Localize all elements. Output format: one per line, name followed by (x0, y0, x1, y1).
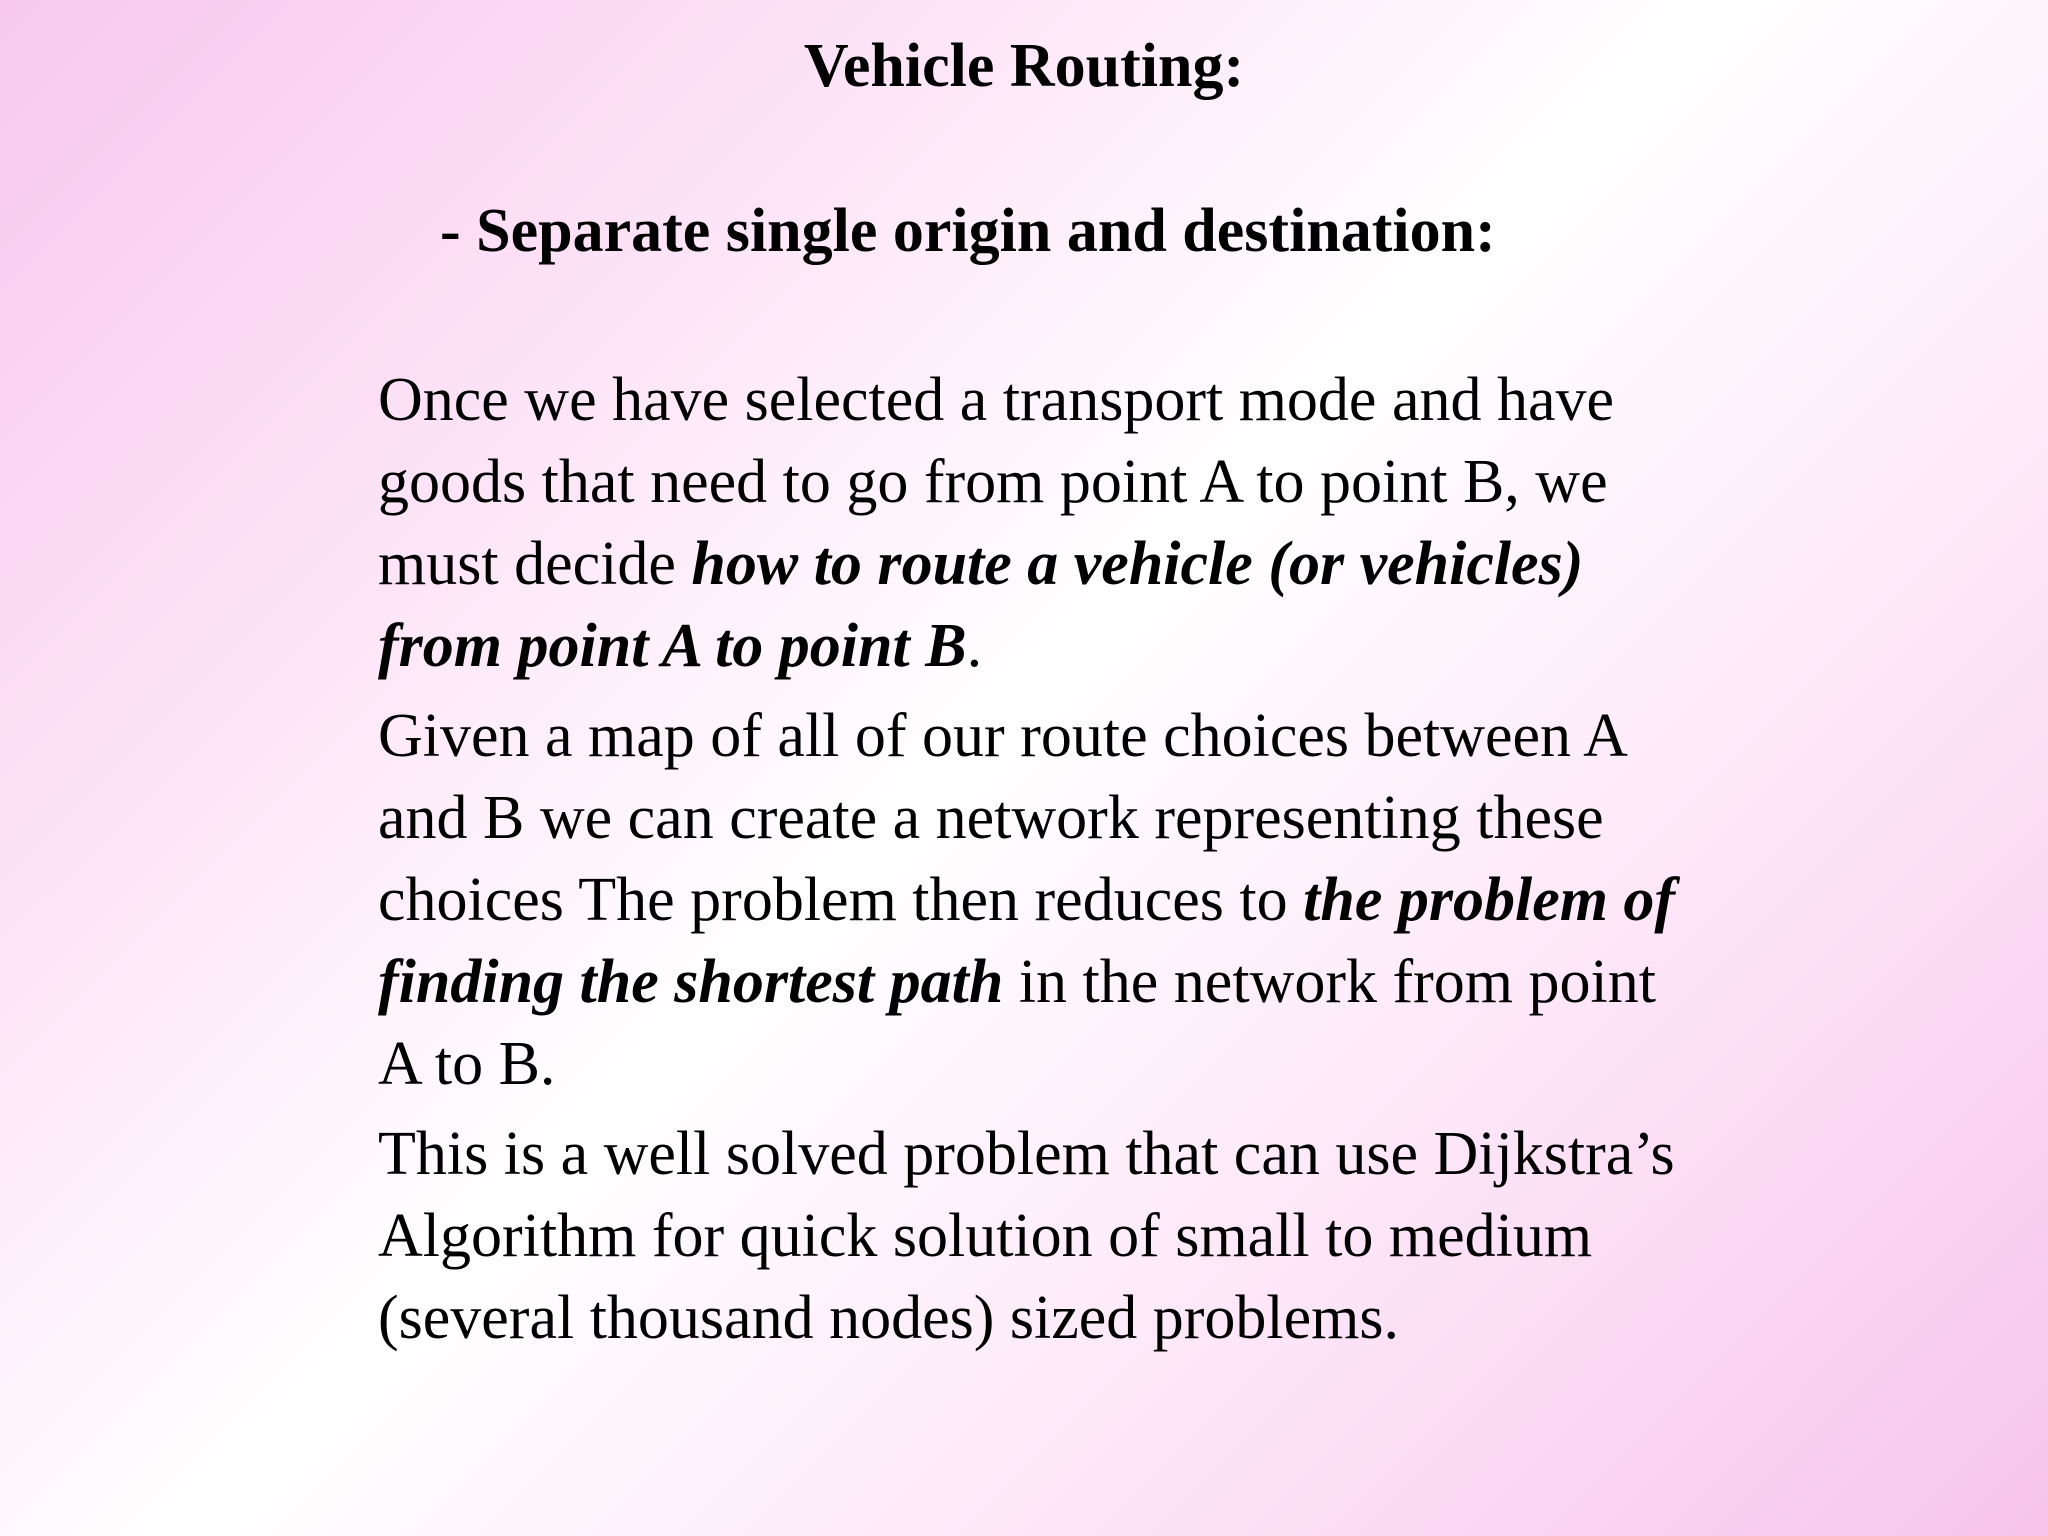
text-run: (several thousand nodes) sized problems. (378, 1284, 1400, 1352)
text-line (378, 441, 1898, 523)
text-run: Once we have selected a transport mode and have (378, 366, 1615, 434)
paragraph-vehicle-routing-decision (378, 359, 1898, 687)
text-line (378, 695, 1898, 777)
emphasized-text: finding the shortest path (378, 948, 1004, 1016)
text-run: A to B. (378, 1030, 556, 1098)
emphasized-text: the problem of (1303, 866, 1676, 934)
text-line (378, 523, 1898, 605)
text-run: and B we can create a network representing these (378, 784, 1604, 852)
text-run: must decide (378, 530, 692, 598)
slide-body (378, 359, 1898, 1367)
text-run: This is a well solved problem that can use Dijkstra’s (378, 1120, 1675, 1188)
text-line (378, 1113, 1898, 1195)
text-run: Algorithm for quick solution of small to medium (378, 1202, 1593, 1270)
text-run: choices The problem then reduces to (378, 866, 1304, 934)
text-line (378, 1277, 1898, 1359)
text-line (378, 777, 1898, 859)
text-line (378, 1195, 1898, 1277)
text-run: . (966, 612, 983, 680)
text-line (378, 359, 1898, 441)
emphasized-text: from point A to point B (378, 612, 967, 680)
text-run: goods that need to go from point A to point B, we (378, 448, 1608, 516)
emphasized-text: how to route a vehicle (or vehicles) (691, 530, 1584, 598)
text-line (378, 605, 1898, 687)
text-line (378, 859, 1898, 941)
paragraph-dijkstra (378, 1113, 1898, 1359)
text-run: in the network from point (1003, 948, 1656, 1016)
text-line (378, 1023, 1898, 1105)
text-run: Given a map of all of our route choices between A (378, 702, 1628, 770)
paragraph-shortest-path (378, 695, 1898, 1105)
slide-subtitle: - Separate single origin and destination: (440, 197, 1496, 265)
text-line (378, 941, 1898, 1023)
slide-title: Vehicle Routing: (803, 32, 1245, 100)
